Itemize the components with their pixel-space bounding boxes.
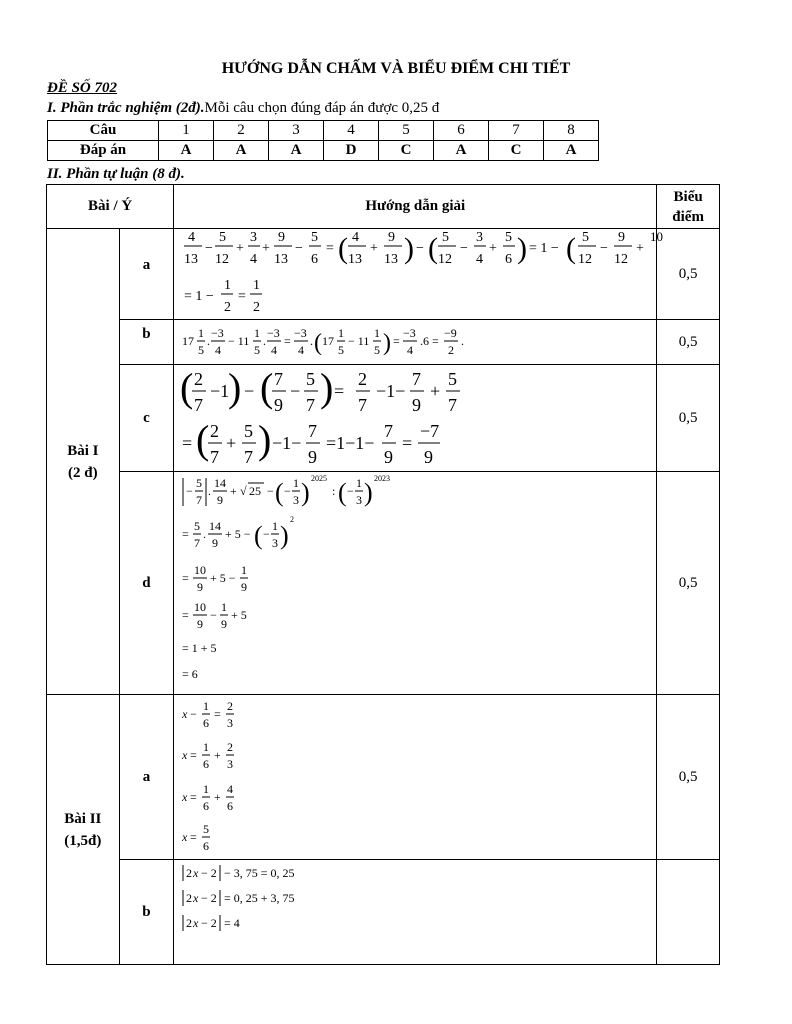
svg-text:10: 10 (194, 600, 207, 614)
svg-text:9: 9 (384, 447, 394, 467)
svg-text:12: 12 (578, 252, 593, 267)
part-label: a (119, 695, 174, 860)
svg-text:= 6: = 6 (182, 667, 199, 681)
svg-text:+: + (236, 241, 245, 256)
svg-text:6: 6 (505, 252, 513, 267)
svg-text:4: 4 (298, 343, 305, 357)
bai-1-points: (2 đ) (68, 464, 98, 481)
svg-text:=: = (402, 433, 413, 453)
svg-text:1: 1 (254, 326, 261, 340)
svg-text:−1−: −1− (376, 381, 406, 401)
svg-text:+: + (636, 241, 645, 256)
math-1c (174, 365, 656, 471)
svg-text:5: 5 (374, 343, 381, 357)
svg-text:+: + (430, 381, 441, 401)
svg-text:12: 12 (438, 252, 453, 267)
svg-text:1: 1 (198, 326, 205, 340)
svg-text:−: − (267, 484, 275, 498)
svg-text:1: 1 (203, 782, 210, 796)
solution-1d (174, 472, 657, 695)
solution-1a (174, 229, 664, 320)
svg-text:−9: −9 (444, 326, 458, 340)
svg-text:− 11: − 11 (348, 334, 370, 348)
svg-text:): ) (404, 232, 415, 265)
svg-text:5: 5 (244, 421, 254, 441)
col-header-score-l1: Biểu (673, 188, 703, 205)
svg-text:2: 2 (194, 369, 204, 389)
svg-text:5: 5 (203, 822, 210, 836)
col-header-score (657, 185, 720, 229)
svg-text:5: 5 (448, 369, 458, 389)
svg-text:(: ( (314, 330, 323, 356)
svg-text:5: 5 (194, 519, 201, 533)
svg-text:−3: −3 (267, 326, 281, 340)
mc-q-6: 6 (434, 121, 489, 141)
part1-heading (47, 100, 439, 117)
svg-text:1: 1 (203, 699, 210, 713)
svg-text:3: 3 (227, 716, 234, 730)
svg-text:2: 2 (253, 300, 261, 315)
svg-text:7: 7 (210, 447, 220, 467)
svg-text:1: 1 (221, 600, 228, 614)
mc-q-3: 3 (269, 121, 324, 141)
svg-text:7: 7 (306, 395, 316, 415)
svg-text:x: x (182, 707, 188, 721)
mc-a-8: A (544, 141, 599, 161)
svg-text:1: 1 (374, 326, 381, 340)
svg-text:(: ( (428, 232, 439, 265)
svg-text:9: 9 (274, 395, 284, 415)
svg-text:): ) (301, 478, 310, 507)
mc-q-7: 7 (489, 121, 544, 141)
svg-text:10: 10 (194, 563, 207, 577)
svg-text:7: 7 (358, 395, 368, 415)
part1-note: Mỗi câu chọn đúng đáp án được 0,25 đ (204, 100, 440, 116)
mc-q-2: 2 (214, 121, 269, 141)
svg-text:+: + (370, 241, 379, 256)
svg-text:5: 5 (306, 369, 316, 389)
math-1b (174, 320, 656, 364)
svg-text:=: = (182, 527, 190, 541)
svg-text:2: 2 (227, 740, 234, 754)
svg-text:−: − (244, 381, 255, 401)
svg-text:7: 7 (448, 395, 458, 415)
svg-text:1: 1 (253, 278, 261, 293)
col-header-bai: Bài / Ý (47, 185, 174, 229)
mc-label-question: Câu (48, 121, 159, 141)
svg-text:2025: 2025 (311, 474, 328, 483)
svg-text:): ) (258, 417, 272, 462)
svg-text:9: 9 (412, 395, 422, 415)
svg-text:−: − (205, 241, 214, 256)
score-1c: 0,5 (657, 365, 720, 472)
svg-text:3: 3 (227, 757, 234, 771)
svg-text:−: − (295, 241, 304, 256)
svg-text:9: 9 (212, 536, 219, 550)
mc-q-4: 4 (324, 121, 379, 141)
table-row (47, 860, 720, 965)
svg-text:−3: −3 (403, 326, 417, 340)
svg-text:2: 2 (448, 343, 455, 357)
solution-1c (174, 365, 657, 472)
table-row (47, 472, 720, 695)
svg-text:.: . (461, 334, 465, 348)
svg-text:−: − (416, 241, 425, 256)
svg-text:3: 3 (356, 493, 363, 507)
bai-1-label: Bài I (67, 442, 99, 459)
svg-text:.: . (208, 484, 212, 498)
svg-text:7: 7 (244, 447, 254, 467)
mc-q-5: 5 (379, 121, 434, 141)
page-title: HƯỚNG DẪN CHẤM VÀ BIỂU ĐIỂM CHI TIẾT (221, 60, 571, 77)
svg-text:2: 2 (358, 369, 368, 389)
svg-text:14: 14 (209, 519, 222, 533)
svg-text:x: x (182, 830, 188, 844)
svg-text:9: 9 (217, 493, 224, 507)
svg-text:9: 9 (278, 230, 286, 245)
score-2a: 0,5 (657, 695, 720, 860)
svg-text:− 2: − 2 (201, 916, 218, 930)
svg-text:−: − (186, 484, 194, 498)
part-label: b (119, 860, 174, 965)
svg-text:): ) (364, 478, 373, 507)
svg-text:7: 7 (384, 421, 394, 441)
svg-text:5: 5 (582, 230, 590, 245)
svg-text:=: = (190, 790, 198, 804)
part2-heading: II. Phần tự luận (8 đ). (47, 166, 185, 182)
svg-text:4: 4 (271, 343, 278, 357)
svg-text:4: 4 (407, 343, 414, 357)
svg-text:= 1 −: = 1 − (184, 289, 215, 304)
svg-text:9: 9 (241, 580, 248, 594)
svg-text:5: 5 (442, 230, 450, 245)
svg-text:13: 13 (274, 252, 289, 267)
mc-a-5: C (379, 141, 434, 161)
svg-text:14: 14 (214, 476, 227, 490)
svg-text:− 2: − 2 (201, 866, 218, 880)
svg-text:(: ( (260, 365, 274, 410)
svg-text:1: 1 (224, 278, 232, 293)
svg-text:10: 10 (650, 229, 664, 244)
svg-text:2: 2 (227, 699, 234, 713)
svg-text:−: − (290, 381, 301, 401)
svg-text:4: 4 (227, 782, 234, 796)
svg-text::: : (332, 484, 336, 498)
svg-text:17: 17 (322, 334, 335, 348)
svg-text:): ) (320, 365, 334, 410)
svg-text:=: = (238, 289, 247, 304)
svg-text:−: − (600, 241, 609, 256)
svg-text:12: 12 (614, 252, 629, 267)
svg-text:2: 2 (210, 421, 220, 441)
bai-1-cell (47, 229, 120, 695)
svg-text:− 3, 75 = 0, 25: − 3, 75 = 0, 25 (224, 866, 295, 880)
svg-text:x: x (182, 748, 188, 762)
svg-text:(: ( (338, 478, 347, 507)
svg-text:+: + (230, 484, 238, 498)
svg-text:2: 2 (186, 891, 193, 905)
svg-text:): ) (280, 521, 289, 550)
svg-text:−: − (347, 484, 355, 498)
svg-text:1: 1 (272, 519, 279, 533)
mc-a-3: A (269, 141, 324, 161)
svg-text:.: . (310, 334, 314, 348)
svg-text:(: ( (180, 365, 194, 410)
exam-code: ĐỀ SỐ 702 (47, 80, 118, 96)
svg-text:−: − (460, 241, 469, 256)
svg-text:9: 9 (197, 617, 204, 631)
svg-text:3: 3 (293, 493, 300, 507)
table-row (47, 229, 720, 320)
svg-text:5: 5 (505, 230, 513, 245)
svg-text:.: . (263, 334, 267, 348)
math-2b (174, 860, 656, 964)
bai-2-cell (47, 695, 120, 965)
svg-text:x: x (193, 866, 199, 880)
svg-text:): ) (383, 330, 392, 356)
svg-text:9: 9 (308, 447, 318, 467)
svg-text:9: 9 (424, 447, 434, 467)
svg-text:−: − (284, 484, 292, 498)
score-1b: 0,5 (657, 320, 720, 365)
svg-text:(: ( (196, 417, 210, 462)
svg-text:− 11: − 11 (228, 334, 250, 348)
svg-text:1: 1 (356, 476, 363, 490)
svg-text:2: 2 (290, 515, 295, 524)
math-1a (174, 229, 664, 319)
col-header-score-l2: điểm (672, 208, 704, 225)
svg-text:=: = (334, 381, 345, 401)
svg-text:9: 9 (618, 230, 626, 245)
svg-text:6: 6 (203, 839, 210, 853)
svg-text:+: + (214, 748, 222, 762)
svg-text:7: 7 (196, 493, 203, 507)
svg-text:13: 13 (384, 252, 399, 267)
grading-table (46, 184, 720, 965)
svg-text:=: = (190, 748, 198, 762)
svg-text:2: 2 (186, 866, 193, 880)
svg-text:+: + (262, 241, 271, 256)
svg-text:= 1 −: = 1 − (529, 241, 560, 256)
svg-text:): ) (228, 365, 242, 410)
part-label: a (119, 229, 174, 320)
part-label: d (119, 472, 174, 695)
svg-text:=: = (182, 608, 190, 622)
svg-text:+: + (489, 241, 498, 256)
svg-text:3: 3 (476, 230, 484, 245)
score-2b (657, 860, 720, 965)
svg-text:12: 12 (215, 252, 230, 267)
mc-label-answer: Đáp án (48, 141, 159, 161)
score-1a: 0,5 (657, 229, 720, 320)
svg-text:2023: 2023 (374, 474, 391, 483)
svg-text:x: x (182, 790, 188, 804)
svg-text:13: 13 (348, 252, 363, 267)
part-label: c (119, 365, 174, 472)
svg-text:7: 7 (194, 395, 204, 415)
mc-q-8: 8 (544, 121, 599, 141)
mc-row-questions (48, 121, 599, 141)
solution-1b (174, 320, 657, 365)
svg-text:√: √ (240, 484, 247, 498)
svg-text:.: . (207, 334, 211, 348)
svg-text:2: 2 (186, 916, 193, 930)
svg-text:(: ( (338, 232, 349, 265)
svg-text:=: = (190, 830, 198, 844)
svg-text:6: 6 (203, 757, 210, 771)
svg-text:− 2: − 2 (201, 891, 218, 905)
svg-text:7: 7 (194, 536, 201, 550)
solution-2b (174, 860, 657, 965)
svg-text:.: . (203, 527, 207, 541)
mc-a-6: A (434, 141, 489, 161)
svg-text:= 0, 25 + 3, 75: = 0, 25 + 3, 75 (224, 891, 295, 905)
svg-text:7: 7 (274, 369, 284, 389)
svg-text:5: 5 (311, 230, 319, 245)
svg-text:=: = (393, 334, 401, 348)
svg-text:4: 4 (476, 252, 484, 267)
math-1d (174, 472, 656, 694)
svg-text:x: x (193, 891, 199, 905)
svg-text:5: 5 (196, 476, 203, 490)
math-2a (174, 695, 656, 859)
mc-a-1: A (159, 141, 214, 161)
svg-text:= 4: = 4 (224, 916, 241, 930)
bai-2-points: (1,5đ) (64, 832, 102, 849)
table-row (47, 695, 720, 860)
svg-text:3: 3 (250, 230, 258, 245)
svg-text:−3: −3 (211, 326, 225, 340)
part-label: b (119, 320, 174, 365)
svg-text:7: 7 (412, 369, 422, 389)
svg-text:9: 9 (197, 580, 204, 594)
col-header-guide: Hướng dẫn giải (174, 185, 657, 229)
svg-text:3: 3 (272, 536, 279, 550)
svg-text:5: 5 (254, 343, 261, 357)
mc-q-1: 1 (159, 121, 214, 141)
svg-text:−: − (263, 527, 271, 541)
svg-text:−1−: −1− (272, 433, 302, 453)
svg-text:(: ( (566, 232, 577, 265)
mc-a-4: D (324, 141, 379, 161)
svg-text:−: − (210, 608, 218, 622)
svg-text:−1: −1 (210, 381, 230, 401)
table-row (47, 320, 720, 365)
grading-header-row (47, 185, 720, 229)
svg-text:=1−1−: =1−1− (326, 433, 375, 453)
svg-text:=: = (182, 433, 193, 453)
svg-text:+ 5 −: + 5 − (210, 571, 236, 585)
svg-text:): ) (517, 232, 528, 265)
svg-text:7: 7 (308, 421, 318, 441)
svg-text:1: 1 (338, 326, 345, 340)
svg-text:1: 1 (241, 563, 248, 577)
svg-text:+ 5: + 5 (231, 608, 248, 622)
solution-2a (174, 695, 657, 860)
svg-text:(: ( (275, 478, 284, 507)
svg-text:6: 6 (311, 252, 319, 267)
svg-text:25: 25 (249, 484, 262, 498)
svg-text:−3: −3 (294, 326, 308, 340)
svg-text:4: 4 (215, 343, 222, 357)
svg-text:4: 4 (352, 230, 360, 245)
svg-text:= 1 + 5: = 1 + 5 (182, 641, 217, 655)
svg-text:9: 9 (221, 617, 228, 631)
multiple-choice-table (47, 120, 599, 161)
table-row (47, 365, 720, 472)
part1-heading-text: I. Phần trắc nghiệm (2đ). (47, 100, 205, 116)
svg-text:=: = (214, 707, 222, 721)
svg-text:+ 5 −: + 5 − (225, 527, 251, 541)
svg-text:(: ( (254, 521, 263, 550)
svg-text:=: = (182, 571, 190, 585)
svg-text:1: 1 (203, 740, 210, 754)
svg-text:4: 4 (188, 230, 196, 245)
svg-text:−: − (190, 707, 198, 721)
svg-text:5: 5 (338, 343, 345, 357)
svg-text:5: 5 (198, 343, 205, 357)
bai-2-label: Bài II (64, 810, 102, 827)
svg-text:=: = (326, 241, 335, 256)
mc-a-7: C (489, 141, 544, 161)
svg-text:=: = (284, 334, 292, 348)
svg-text:6: 6 (203, 716, 210, 730)
svg-text:+: + (226, 433, 237, 453)
svg-text:+: + (214, 790, 222, 804)
svg-text:6: 6 (227, 799, 234, 813)
svg-text:13: 13 (184, 252, 199, 267)
svg-text:4: 4 (250, 252, 258, 267)
svg-text:1: 1 (293, 476, 300, 490)
svg-text:6: 6 (203, 799, 210, 813)
svg-text:2: 2 (224, 300, 232, 315)
svg-text:−7: −7 (420, 421, 440, 441)
svg-text:5: 5 (219, 230, 227, 245)
score-1d: 0,5 (657, 472, 720, 695)
svg-text:9: 9 (388, 230, 396, 245)
svg-text:x: x (193, 916, 199, 930)
svg-text:17: 17 (182, 334, 195, 348)
svg-text:.6 =: .6 = (420, 334, 440, 348)
mc-row-answers (48, 141, 599, 161)
mc-a-2: A (214, 141, 269, 161)
